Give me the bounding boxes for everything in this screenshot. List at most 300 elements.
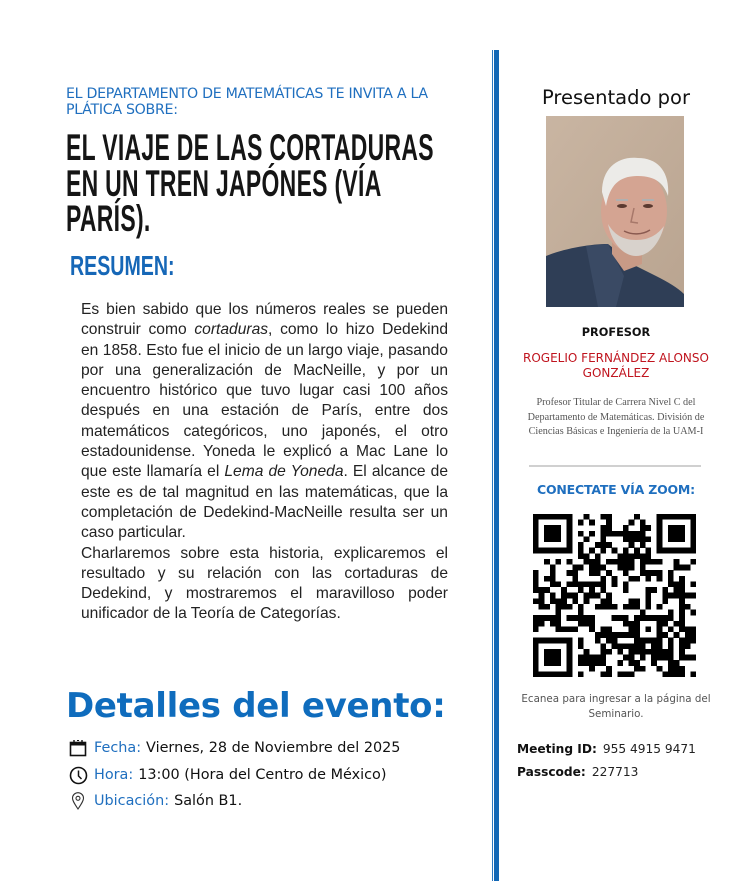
qr-module xyxy=(662,621,668,627)
qr-module xyxy=(645,604,651,610)
qr-module xyxy=(600,587,606,593)
qr-module xyxy=(567,604,573,610)
qr-module xyxy=(674,671,680,677)
qr-module xyxy=(561,604,567,610)
qr-module xyxy=(640,643,646,649)
qr-module xyxy=(657,604,663,610)
qr-module xyxy=(685,514,691,520)
detail-label: Ubicación: xyxy=(94,793,170,809)
qr-module xyxy=(645,559,651,565)
qr-module xyxy=(555,581,561,587)
qr-module xyxy=(645,587,651,593)
qr-module xyxy=(539,593,545,599)
speaker-name-line: ROGELIO FERNÁNDEZ ALONSO xyxy=(523,351,709,365)
qr-module xyxy=(555,525,561,531)
qr-instructions xyxy=(512,692,720,722)
qr-module xyxy=(589,621,595,627)
qr-module xyxy=(629,576,635,582)
qr-module xyxy=(550,536,556,542)
qr-module xyxy=(567,542,573,548)
qr-module xyxy=(629,671,635,677)
qr-module xyxy=(657,615,663,621)
qr-module xyxy=(690,559,696,565)
qr-module xyxy=(640,536,646,542)
qr-module xyxy=(533,514,539,520)
qr-module xyxy=(572,565,578,571)
detail-time xyxy=(68,764,488,786)
qr-instructions-line: Ecanea para ingresar a la página del xyxy=(521,693,711,705)
qr-module xyxy=(623,565,629,571)
qr-module xyxy=(555,559,561,565)
qr-module xyxy=(690,581,696,587)
qr-module xyxy=(578,638,584,644)
qr-module xyxy=(668,660,674,666)
abstract-paragraph-2: Charlaremos sobre esta historia, explicaremos el resultado y su relación con las cortaduras de Dedekind, y mostraremos el maravilloso poder unificador de la Teoría de Categorías. xyxy=(81,544,448,623)
qr-module xyxy=(640,559,646,565)
qr-module xyxy=(544,576,550,582)
qr-module xyxy=(550,548,556,554)
clock-icon xyxy=(68,765,88,785)
qr-module xyxy=(539,621,545,627)
qr-module xyxy=(555,536,561,542)
qr-module xyxy=(668,576,674,582)
qr-module xyxy=(567,638,573,644)
qr-module xyxy=(657,576,663,582)
abstract-heading: RESUMEN: xyxy=(70,250,175,281)
qr-module xyxy=(623,536,629,542)
qr-module xyxy=(651,615,657,621)
qr-module xyxy=(539,598,545,604)
qr-module xyxy=(657,536,663,542)
qr-module xyxy=(623,632,629,638)
qr-module xyxy=(634,666,640,672)
qr-module xyxy=(584,536,590,542)
qr-module xyxy=(674,587,680,593)
qr-module xyxy=(651,559,657,565)
qr-module xyxy=(550,531,556,537)
qr-module xyxy=(679,655,685,661)
qr-module xyxy=(629,565,635,571)
qr-module xyxy=(539,604,545,610)
qr-module xyxy=(657,514,663,520)
qr-module xyxy=(679,593,685,599)
qr-module xyxy=(674,593,680,599)
qr-module xyxy=(589,593,595,599)
qr-module xyxy=(634,615,640,621)
qr-module xyxy=(679,514,685,520)
qr-module xyxy=(606,671,612,677)
qr-module xyxy=(668,615,674,621)
qr-module xyxy=(600,581,606,587)
qr-module xyxy=(645,649,651,655)
qr-module xyxy=(544,671,550,677)
qr-module xyxy=(567,643,573,649)
qr-module xyxy=(606,593,612,599)
qr-module xyxy=(612,638,618,644)
qr-module xyxy=(600,660,606,666)
qr-module xyxy=(567,593,573,599)
qr-module xyxy=(679,615,685,621)
qr-module xyxy=(589,660,595,666)
qr-module xyxy=(595,604,601,610)
talk-title-line: PARÍS). xyxy=(66,198,151,239)
qr-module xyxy=(629,531,635,537)
qr-module xyxy=(578,604,584,610)
qr-module xyxy=(589,531,595,537)
qr-module xyxy=(555,655,561,661)
qr-module xyxy=(606,559,612,565)
qr-module xyxy=(589,565,595,571)
qr-module xyxy=(645,638,651,644)
qr-module xyxy=(606,525,612,531)
abstract-text-run: , como lo hizo Dedekind en 1858. Esto fue el inicio de un largo viaje, pasando por una generalización de MacNeille, y por un encuentro histórico que tuvo lugar casi 100 años después en una estación de París, entre dos matemáticos categóricos, uno japonés, el otro estadounidense. Yoneda le explicó a Mac Lane lo que este llamaría el xyxy=(81,321,448,481)
qr-module xyxy=(589,581,595,587)
qr-module xyxy=(679,666,685,672)
qr-module xyxy=(578,610,584,616)
qr-module xyxy=(634,621,640,627)
qr-module xyxy=(533,671,539,677)
qr-module xyxy=(662,548,668,554)
qr-module xyxy=(690,525,696,531)
qr-module xyxy=(544,587,550,593)
qr-module xyxy=(533,621,539,627)
qr-module xyxy=(567,514,573,520)
qr-module xyxy=(550,649,556,655)
qr-module xyxy=(550,655,556,661)
qr-module xyxy=(539,514,545,520)
qr-module xyxy=(668,671,674,677)
qr-module xyxy=(533,570,539,576)
qr-module xyxy=(685,626,691,632)
qr-module xyxy=(550,615,556,621)
qr-module xyxy=(690,632,696,638)
qr-module xyxy=(612,615,618,621)
passcode-row xyxy=(517,765,727,779)
qr-module xyxy=(662,514,668,520)
qr-module xyxy=(600,565,606,571)
qr-module xyxy=(674,666,680,672)
qr-module xyxy=(595,553,601,559)
qr-module xyxy=(606,531,612,537)
qr-module xyxy=(567,520,573,526)
qr-module xyxy=(612,604,618,610)
speaker-bio xyxy=(510,396,722,440)
qr-module xyxy=(634,638,640,644)
qr-module xyxy=(595,632,601,638)
qr-module xyxy=(679,536,685,542)
qr-module xyxy=(561,638,567,644)
qr-module xyxy=(657,632,663,638)
qr-module xyxy=(617,553,623,559)
qr-module xyxy=(578,660,584,666)
qr-module xyxy=(623,553,629,559)
qr-module xyxy=(606,649,612,655)
qr-module xyxy=(555,514,561,520)
qr-module xyxy=(634,598,640,604)
qr-module xyxy=(679,638,685,644)
qr-module xyxy=(645,626,651,632)
qr-module xyxy=(662,671,668,677)
qr-module xyxy=(550,598,556,604)
qr-module xyxy=(567,655,573,661)
qr-module xyxy=(606,598,612,604)
qr-module xyxy=(561,626,567,632)
qr-module xyxy=(578,548,584,554)
qr-module xyxy=(645,576,651,582)
qr-module xyxy=(657,621,663,627)
qr-module xyxy=(640,615,646,621)
qr-module xyxy=(690,626,696,632)
qr-module xyxy=(567,626,573,632)
speaker-photo xyxy=(546,116,684,307)
qr-module xyxy=(572,598,578,604)
qr-module xyxy=(578,553,584,559)
qr-module xyxy=(600,649,606,655)
qr-module xyxy=(668,666,674,672)
qr-module xyxy=(674,548,680,554)
qr-module xyxy=(623,570,629,576)
qr-module xyxy=(679,610,685,616)
meeting-id-label: Meeting ID: xyxy=(517,742,597,756)
qr-module xyxy=(679,587,685,593)
qr-module xyxy=(651,649,657,655)
qr-module xyxy=(600,655,606,661)
qr-module xyxy=(584,660,590,666)
qr-module xyxy=(629,553,635,559)
qr-module xyxy=(685,548,691,554)
qr-module xyxy=(567,536,573,542)
qr-module xyxy=(645,548,651,554)
invitation-intro: EL DEPARTAMENTO DE MATEMÁTICAS TE INVITA A LA PLÁTICA SOBRE: xyxy=(66,86,428,118)
qr-module xyxy=(544,638,550,644)
qr-module xyxy=(668,514,674,520)
qr-module xyxy=(600,514,606,520)
qr-module xyxy=(629,536,635,542)
qr-module xyxy=(555,610,561,616)
qr-module xyxy=(679,621,685,627)
qr-module xyxy=(690,520,696,526)
qr-module xyxy=(668,638,674,644)
qr-module xyxy=(555,626,561,632)
qr-module xyxy=(651,655,657,661)
qr-module xyxy=(544,525,550,531)
qr-module xyxy=(589,548,595,554)
talk-title-line: EN UN TREN JAPÓNES (VÍA xyxy=(66,162,382,204)
qr-module xyxy=(612,576,618,582)
qr-module xyxy=(584,581,590,587)
qr-module xyxy=(589,666,595,672)
qr-module xyxy=(617,531,623,537)
qr-module xyxy=(550,621,556,627)
qr-module xyxy=(640,610,646,616)
qr-module xyxy=(674,559,680,565)
qr-module xyxy=(555,598,561,604)
qr-module xyxy=(679,548,685,554)
qr-module xyxy=(657,520,663,526)
qr-instructions-line: Seminario. xyxy=(588,708,644,720)
qr-module xyxy=(685,593,691,599)
qr-module xyxy=(612,531,618,537)
qr-module xyxy=(572,593,578,599)
qr-module xyxy=(584,655,590,661)
qr-module xyxy=(595,542,601,548)
qr-module xyxy=(550,638,556,644)
event-details-heading: Detalles del evento: xyxy=(66,686,446,726)
qr-module xyxy=(640,525,646,531)
qr-module xyxy=(617,559,623,565)
qr-module xyxy=(606,520,612,526)
qr-module xyxy=(623,581,629,587)
qr-module xyxy=(668,525,674,531)
qr-module xyxy=(634,553,640,559)
qr-module xyxy=(645,570,651,576)
qr-module xyxy=(567,671,573,677)
qr-module xyxy=(657,666,663,672)
qr-module xyxy=(617,660,623,666)
qr-module xyxy=(612,559,618,565)
qr-module xyxy=(690,671,696,677)
qr-module xyxy=(645,525,651,531)
qr-module xyxy=(645,598,651,604)
qr-module xyxy=(640,565,646,571)
qr-module xyxy=(567,581,573,587)
qr-module xyxy=(674,525,680,531)
qr-module xyxy=(685,604,691,610)
qr-module xyxy=(645,593,651,599)
zoom-heading: CONECTATE VÍA ZOOM: xyxy=(537,482,695,497)
qr-module xyxy=(595,660,601,666)
qr-module xyxy=(634,514,640,520)
qr-module xyxy=(550,525,556,531)
qr-module xyxy=(600,604,606,610)
speaker-role: PROFESOR xyxy=(581,326,651,339)
talk-title-line: EL VIAJE DE LAS CORTADURAS xyxy=(66,127,434,168)
qr-module xyxy=(657,548,663,554)
qr-module xyxy=(533,638,539,644)
qr-module xyxy=(578,655,584,661)
qr-module xyxy=(595,565,601,571)
detail-date xyxy=(68,737,488,759)
qr-module xyxy=(595,559,601,565)
qr-module xyxy=(629,520,635,526)
qr-module xyxy=(690,542,696,548)
qr-module xyxy=(544,615,550,621)
qr-module xyxy=(550,514,556,520)
qr-module xyxy=(550,660,556,666)
qr-module xyxy=(595,638,601,644)
qr-module xyxy=(690,536,696,542)
qr-module xyxy=(674,632,680,638)
qr-module xyxy=(589,559,595,565)
qr-module xyxy=(685,643,691,649)
qr-module xyxy=(674,621,680,627)
qr-module xyxy=(533,536,539,542)
qr-module xyxy=(567,666,573,672)
qr-module xyxy=(679,565,685,571)
zoom-qr-code[interactable] xyxy=(533,514,696,677)
qr-module xyxy=(634,531,640,537)
detail-value: Viernes, 28 de Noviembre del 2025 xyxy=(146,740,401,756)
section-separator xyxy=(529,465,701,467)
qr-module xyxy=(657,626,663,632)
qr-module xyxy=(674,565,680,571)
qr-module xyxy=(640,638,646,644)
qr-module xyxy=(544,531,550,537)
qr-module xyxy=(606,632,612,638)
qr-module xyxy=(623,621,629,627)
qr-module xyxy=(634,548,640,554)
qr-module xyxy=(533,525,539,531)
qr-module xyxy=(578,615,584,621)
qr-module xyxy=(640,553,646,559)
qr-module xyxy=(679,671,685,677)
qr-module xyxy=(533,660,539,666)
qr-module xyxy=(572,626,578,632)
qr-module xyxy=(690,593,696,599)
qr-module xyxy=(640,655,646,661)
qr-module xyxy=(578,621,584,627)
qr-module xyxy=(584,649,590,655)
qr-module xyxy=(600,626,606,632)
qr-module xyxy=(595,581,601,587)
qr-module xyxy=(584,621,590,627)
qr-module xyxy=(561,671,567,677)
qr-module xyxy=(600,632,606,638)
qr-module xyxy=(584,514,590,520)
qr-module xyxy=(674,531,680,537)
qr-module xyxy=(674,660,680,666)
qr-module xyxy=(668,655,674,661)
passcode-value: 227713 xyxy=(591,765,639,779)
qr-module xyxy=(657,643,663,649)
qr-module xyxy=(555,621,561,627)
qr-module xyxy=(657,655,663,661)
location-pin-icon xyxy=(68,791,88,811)
speaker-name xyxy=(510,351,722,380)
qr-module xyxy=(533,542,539,548)
qr-module xyxy=(662,655,668,661)
qr-module xyxy=(623,604,629,610)
qr-module xyxy=(674,536,680,542)
qr-module xyxy=(589,615,595,621)
qr-module xyxy=(533,548,539,554)
qr-module xyxy=(578,581,584,587)
qr-module xyxy=(606,638,612,644)
qr-module xyxy=(539,638,545,644)
qr-module xyxy=(595,655,601,661)
qr-module xyxy=(651,587,657,593)
qr-module xyxy=(567,525,573,531)
qr-module xyxy=(589,626,595,632)
qr-module xyxy=(623,643,629,649)
qr-module xyxy=(629,660,635,666)
qr-module xyxy=(629,643,635,649)
qr-module xyxy=(634,604,640,610)
qr-module xyxy=(645,536,651,542)
qr-module xyxy=(685,632,691,638)
qr-module xyxy=(595,593,601,599)
qr-module xyxy=(550,576,556,582)
qr-module xyxy=(623,559,629,565)
qr-module xyxy=(623,671,629,677)
detail-label: Hora: xyxy=(94,767,134,783)
qr-module xyxy=(629,542,635,548)
qr-module xyxy=(679,649,685,655)
qr-module xyxy=(690,655,696,661)
qr-module xyxy=(561,587,567,593)
qr-module xyxy=(555,649,561,655)
qr-module xyxy=(685,655,691,661)
